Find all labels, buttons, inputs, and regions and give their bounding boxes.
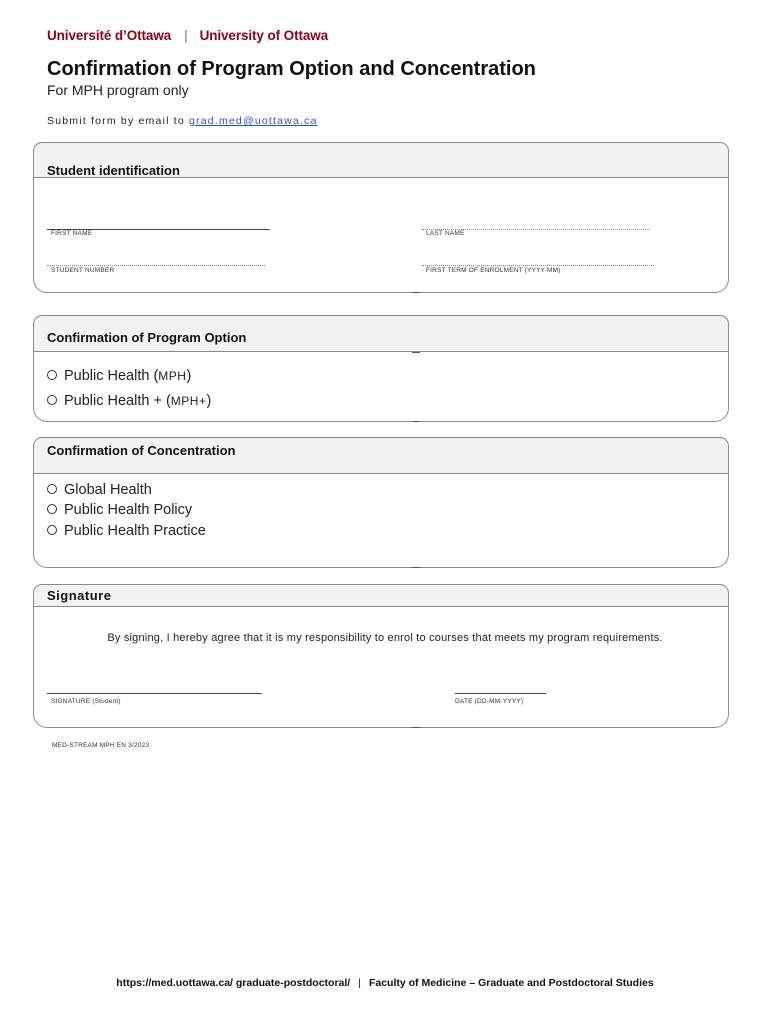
signature-field[interactable] bbox=[47, 693, 262, 694]
first-term-label: FIRST TERM OF ENROLMENT (YYYY-MM) bbox=[426, 267, 561, 274]
signature-section bbox=[33, 607, 729, 728]
option-mph-close: ) bbox=[186, 368, 192, 384]
student-number-label: STUDENT NUMBER bbox=[51, 267, 115, 274]
option-public-health-policy[interactable] bbox=[47, 502, 192, 518]
logo-english: University of Ottawa bbox=[199, 28, 329, 43]
radio-circle-icon[interactable] bbox=[47, 370, 57, 380]
concentration-header bbox=[33, 437, 729, 474]
section-notch bbox=[412, 421, 420, 422]
option-mph-plus[interactable] bbox=[47, 393, 211, 409]
option-public-health-policy-label: Public Health Policy bbox=[64, 502, 193, 518]
section-notch bbox=[412, 727, 420, 728]
student-identification-section bbox=[33, 178, 729, 293]
program-option-section bbox=[33, 352, 729, 422]
radio-circle-icon[interactable] bbox=[47, 504, 57, 514]
footer-url[interactable]: https://med.uottawa.ca/ graduate-postdoctoral/ bbox=[116, 977, 351, 989]
last-name-label: LAST NAME bbox=[426, 230, 465, 237]
radio-circle-icon[interactable] bbox=[47, 395, 57, 405]
option-global-health-label: Global Health bbox=[64, 482, 152, 498]
signature-label: SIGNATURE (Student) bbox=[51, 698, 121, 705]
option-global-health[interactable] bbox=[47, 482, 152, 498]
email-link[interactable]: grad.med@uottawa.ca bbox=[189, 115, 318, 127]
form-code: MED-STREAM MPH EN 3/2023 bbox=[52, 742, 150, 749]
program-option-heading: Confirmation of Program Option bbox=[47, 330, 247, 345]
university-logo bbox=[47, 28, 328, 43]
agreement-text: By signing, I hereby agree that it is my responsibility to enrol to courses that meets my program requirements. bbox=[107, 632, 663, 644]
option-mph-plus-abbr: MPH+ bbox=[170, 394, 207, 408]
submit-instructions-text: Submit form by email to bbox=[47, 115, 190, 127]
logo-separator: | bbox=[184, 28, 188, 43]
footer bbox=[0, 977, 770, 989]
first-name-label: FIRST NAME bbox=[51, 230, 93, 237]
option-public-health-practice[interactable] bbox=[47, 523, 206, 539]
option-mph-plus-label: Public Health + ( bbox=[64, 393, 171, 409]
logo-french: Université d’Ottawa bbox=[47, 28, 172, 43]
page-subtitle: For MPH program only bbox=[47, 82, 189, 98]
option-mph-plus-close: ) bbox=[206, 393, 212, 409]
signature-header bbox=[33, 584, 729, 607]
signature-heading: Signature bbox=[47, 588, 112, 603]
concentration-heading: Confirmation of Concentration bbox=[47, 443, 236, 458]
radio-circle-icon[interactable] bbox=[47, 484, 57, 494]
student-identification-header bbox=[33, 142, 729, 178]
page-title: Confirmation of Program Option and Concentration bbox=[47, 58, 536, 80]
footer-faculty: Faculty of Medicine – Graduate and Postdoctoral Studies bbox=[368, 977, 654, 989]
section-notch bbox=[412, 567, 420, 568]
section-notch bbox=[412, 292, 420, 293]
option-mph-abbr: MPH bbox=[158, 369, 187, 383]
submit-instructions bbox=[47, 115, 318, 127]
radio-circle-icon[interactable] bbox=[47, 525, 57, 535]
student-identification-heading: Student identification bbox=[47, 163, 180, 178]
section-notch bbox=[412, 352, 420, 353]
first-term-field[interactable] bbox=[422, 265, 654, 266]
footer-separator: | bbox=[358, 977, 361, 989]
option-mph[interactable] bbox=[47, 368, 191, 384]
date-field[interactable] bbox=[455, 693, 546, 694]
option-mph-label: Public Health ( bbox=[64, 368, 159, 384]
date-label: DATE (DD-MM-YYYY) bbox=[455, 698, 524, 705]
student-number-field[interactable] bbox=[47, 265, 265, 266]
option-public-health-practice-label: Public Health Practice bbox=[64, 523, 206, 539]
program-option-header bbox=[33, 315, 729, 352]
